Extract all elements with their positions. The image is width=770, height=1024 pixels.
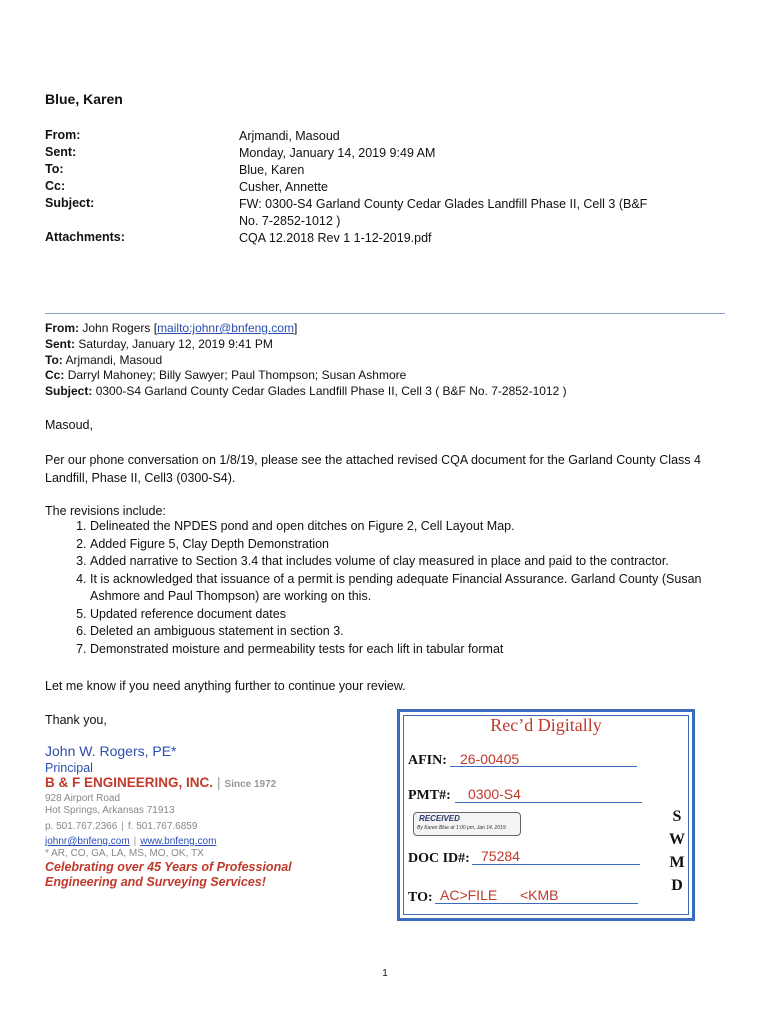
- stamp-side-letters: [667, 805, 687, 897]
- list-item: 7. Demonstrated moisture and permeability tests for each lift in tabular format: [90, 641, 730, 659]
- list-item: 5. Updated reference document dates: [90, 606, 730, 624]
- stamp-to-value-2: <KMB: [520, 887, 559, 903]
- signature-email-link[interactable]: johnr@bnfeng.com: [45, 836, 130, 847]
- signature-phone: p. 501.767.2366: [45, 821, 118, 832]
- company-since: Since 1972: [224, 779, 277, 790]
- stamp-pmt-label: PMT#:: [408, 788, 451, 803]
- forward-cc-line: [45, 368, 406, 382]
- divider: |: [121, 821, 124, 832]
- forward-sent-line: [45, 337, 273, 351]
- list-item: 3. Added narrative to Section 3.4 that includes volume of clay measured in place and paid to the contractor.: [90, 553, 730, 571]
- header-from-label: From:: [45, 128, 81, 142]
- list-item: 1. Delineated the NPDES pond and open ditches on Figure 2, Cell Layout Map.: [90, 518, 730, 536]
- mailbox-owner: Blue, Karen: [45, 91, 123, 107]
- signature-title: Principal: [45, 761, 93, 775]
- signature-fax: f. 501.767.6859: [127, 821, 198, 832]
- forward-cc-value: Darryl Mahoney; Billy Sawyer; Paul Thompson; Susan Ashmore: [67, 368, 407, 382]
- signature-phones: [45, 821, 197, 832]
- signature-name: John W. Rogers, PE*: [45, 743, 177, 759]
- stamp-title: Rec’d Digitally: [490, 715, 602, 735]
- side-letter: D: [671, 877, 683, 894]
- forward-cc-label: Cc:: [45, 368, 65, 382]
- header-attachments-value[interactable]: CQA 12.2018 Rev 1 1-12-2019.pdf: [239, 231, 432, 245]
- stamp-afin-label: AFIN:: [408, 753, 447, 768]
- header-from-value: Arjmandi, Masoud: [239, 129, 340, 143]
- thanks-line: Thank you,: [45, 713, 107, 727]
- list-item: 4. It is acknowledged that issuance of a permit is pending adequate Financial Assurance. Garland County (Susan Ashmore and Paul Thompson) are working on this.: [90, 571, 730, 606]
- stamp-afin-value: 26-00405: [460, 751, 520, 767]
- header-to-value: Blue, Karen: [239, 163, 305, 177]
- signature-links: [45, 836, 216, 847]
- body-paragraph: Per our phone conversation on 1/8/19, please see the attached revised CQA document for the Garland County Class 4 Landfill, Phase II, Cell3 (0300-S4).: [45, 453, 701, 485]
- company-name: B & F ENGINEERING, INC.: [45, 775, 214, 790]
- stamp-pmt-value: 0300-S4: [468, 786, 521, 802]
- page-number: 1: [382, 968, 388, 979]
- stamp-docid-value: 75284: [481, 848, 520, 864]
- signature-tagline: Celebrating over 45 Years of Professional Engineering and Surveying Services!: [45, 860, 292, 889]
- stamp-to-line: [435, 903, 638, 904]
- forward-subject-value: 0300-S4 Garland County Cedar Glades Landfill Phase II, Cell 3 ( B&F No. 7-2852-1012 ): [95, 384, 567, 398]
- list-item: 6. Deleted an ambiguous statement in section 3.: [90, 623, 730, 641]
- forward-to-value: Arjmandi, Masoud: [65, 353, 163, 367]
- list-item: 2. Added Figure 5, Clay Depth Demonstration: [90, 536, 730, 554]
- divider: |: [133, 836, 137, 847]
- signature-address-2: Hot Springs, Arkansas 71913: [45, 805, 175, 816]
- header-cc-value: Cusher, Annette: [239, 180, 328, 194]
- header-sent-label: Sent:: [45, 145, 77, 159]
- header-subject-label: Subject:: [45, 196, 95, 210]
- forward-sent-label: Sent:: [45, 337, 75, 351]
- stamp-to-value-1: AC>FILE: [440, 887, 498, 903]
- signature-company: [45, 775, 276, 790]
- header-subject-value: FW: 0300-S4 Garland County Cedar Glades Landfill Phase II, Cell 3 (B&F No. 7-2852-1012 ): [239, 197, 648, 228]
- forward-from-email-link[interactable]: mailto:johnr@bnfeng.com: [157, 321, 294, 335]
- closing-line: Let me know if you need anything further to continue your review.: [45, 679, 406, 693]
- side-letter: S: [672, 808, 682, 825]
- forward-from-line: From: John Rogers [mailto:johnr@bnfeng.com]: [45, 321, 298, 335]
- greeting: Masoud,: [45, 418, 93, 432]
- stamp-docid-label: DOC ID#:: [408, 851, 470, 866]
- forward-subject-line: [45, 384, 567, 398]
- forward-subject-label: Subject:: [45, 384, 93, 398]
- signature-states: * AR, CO, GA, LA, MS, MO, OK, TX: [45, 848, 204, 859]
- stamp-pmt-line: [455, 802, 642, 803]
- received-by-text: By Karen Blue at 1:00 pm, Jan 14, 2019: [417, 825, 506, 831]
- forward-from-label: From:: [45, 321, 79, 335]
- forward-to-label: To:: [45, 353, 63, 367]
- stamp-docid-line: [472, 864, 640, 865]
- header-attachments-label: Attachments:: [45, 230, 125, 244]
- stamp-to-label: TO:: [408, 890, 433, 905]
- side-letter: M: [669, 854, 685, 871]
- divider: |: [217, 775, 221, 790]
- received-label: RECEIVED: [419, 814, 460, 823]
- header-cc-label: Cc:: [45, 179, 66, 193]
- header-separator: [45, 313, 725, 314]
- forward-to-line: [45, 353, 162, 367]
- header-to-label: To:: [45, 162, 64, 176]
- revisions-list: [45, 518, 730, 658]
- header-sent-value: Monday, January 14, 2019 9:49 AM: [239, 146, 436, 160]
- signature-address-1: 928 Airport Road: [45, 793, 121, 804]
- forward-sent-value: Saturday, January 12, 2019 9:41 PM: [78, 337, 273, 351]
- signature-website-link[interactable]: www.bnfeng.com: [140, 836, 217, 847]
- forward-from-name: John Rogers: [82, 321, 151, 335]
- revisions-intro: The revisions include:: [45, 504, 166, 518]
- side-letter: W: [669, 831, 685, 848]
